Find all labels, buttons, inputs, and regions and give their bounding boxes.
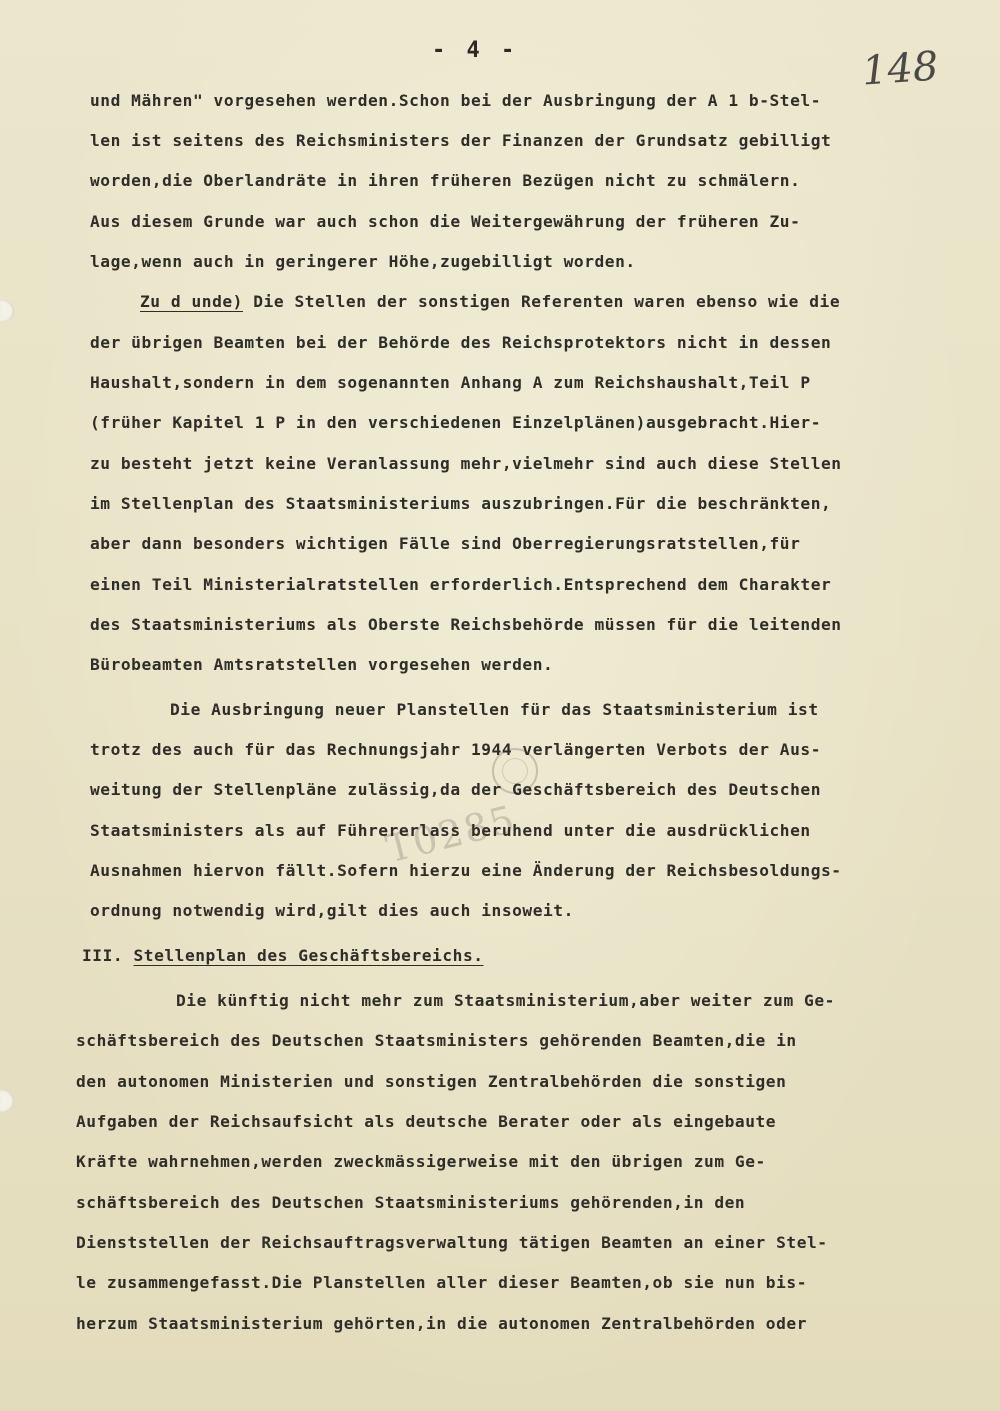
text-line: zu besteht jetzt keine Veranlassung mehr,vielmehr sind auch diese Stellen [90,454,842,473]
text-line: schäftsbereich des Deutschen Staatsministeriums gehörenden,in den [76,1193,746,1212]
text-line: Ausnahmen hiervon fällt.Sofern hierzu eine Änderung der Reichsbesoldungs- [90,861,842,880]
archive-mark: T0285 [381,796,521,872]
text-line: Zu d unde) Die Stellen der sonstigen Referenten waren ebenso wie die [140,292,841,311]
text-line: (früher Kapitel 1 P in den verschiedenen Einzelplänen)ausgebracht.Hier- [90,413,821,432]
text-line: ordnung notwendig wird,gilt dies auch insoweit. [90,901,574,920]
text-line: weitung der Stellenpläne zulässig,da der Geschäftsbereich des Deutschen [90,780,821,799]
text-line: Aufgaben der Reichsaufsicht als deutsche Berater oder als eingebaute [76,1112,777,1131]
text-line: Bürobeamten Amtsratstellen vorgesehen werden. [90,655,554,674]
text-line: le zusammengefasst.Die Planstellen aller dieser Beamten,ob sie nun bis- [76,1273,807,1292]
text-line: len ist seitens des Reichsministers der Finanzen der Grundsatz gebilligt [90,131,832,150]
text-line: Dienststellen der Reichsauftragsverwaltung tätigen Beamten an einer Stel- [76,1233,828,1252]
text-line: trotz des auch für das Rechnungsjahr 1944 verlängerten Verbots der Aus- [90,740,821,759]
text-line: Staatsministers als auf Führererlass beruhend unter die ausdrücklichen [90,821,811,840]
text-line: Die künftig nicht mehr zum Staatsministerium,aber weiter zum Ge- [176,991,835,1010]
text-line: der übrigen Beamten bei der Behörde des Reichsprotektors nicht in dessen [90,333,832,352]
text-line: aber dann besonders wichtigen Fälle sind Oberregierungsratstellen,für [90,534,801,553]
section-heading-line: III. Stellenplan des Geschäftsbereichs. [82,946,484,965]
text-line: herzum Staatsministerium gehörten,in die autonomen Zentralbehörden oder [76,1314,807,1333]
text-line: lage,wenn auch in geringerer Höhe,zugebilligt worden. [90,252,636,271]
text-line: worden,die Oberlandräte in ihren früheren Bezügen nicht zu schmälern. [90,171,801,190]
text-line: und Mähren" vorgesehen werden.Schon bei der Ausbringung der A 1 b-Stel- [90,91,821,110]
text-line: schäftsbereich des Deutschen Staatsministers gehörenden Beamten,die in [76,1031,797,1050]
section-heading: Stellenplan des Geschäftsbereichs. [133,946,484,965]
text-line: Aus diesem Grunde war auch schon die Weitergewährung der früheren Zu- [90,212,801,231]
text-line: einen Teil Ministerialratstellen erforderlich.Entsprechend dem Charakter [90,575,832,594]
page-number: - 4 - [432,38,519,63]
text-line: im Stellenplan des Staatsministeriums auszubringen.Für die beschränkten, [90,494,832,513]
text-line: Haushalt,sondern in dem sogenannten Anhang A zum Reichshaushalt,Teil P [90,373,811,392]
handwritten-folio-number: 148 [860,43,940,95]
text-line: Kräfte wahrnehmen,werden zweckmässigerweise mit den übrigen zum Ge- [76,1152,766,1171]
text-line: den autonomen Ministerien und sonstigen Zentralbehörden die sonstigen [76,1072,787,1091]
text-line: des Staatsministeriums als Oberste Reichsbehörde müssen für die leitenden [90,615,842,634]
section-heading: Zu d unde) [140,292,243,311]
text-line: Die Ausbringung neuer Planstellen für das Staatsministerium ist [170,700,819,719]
